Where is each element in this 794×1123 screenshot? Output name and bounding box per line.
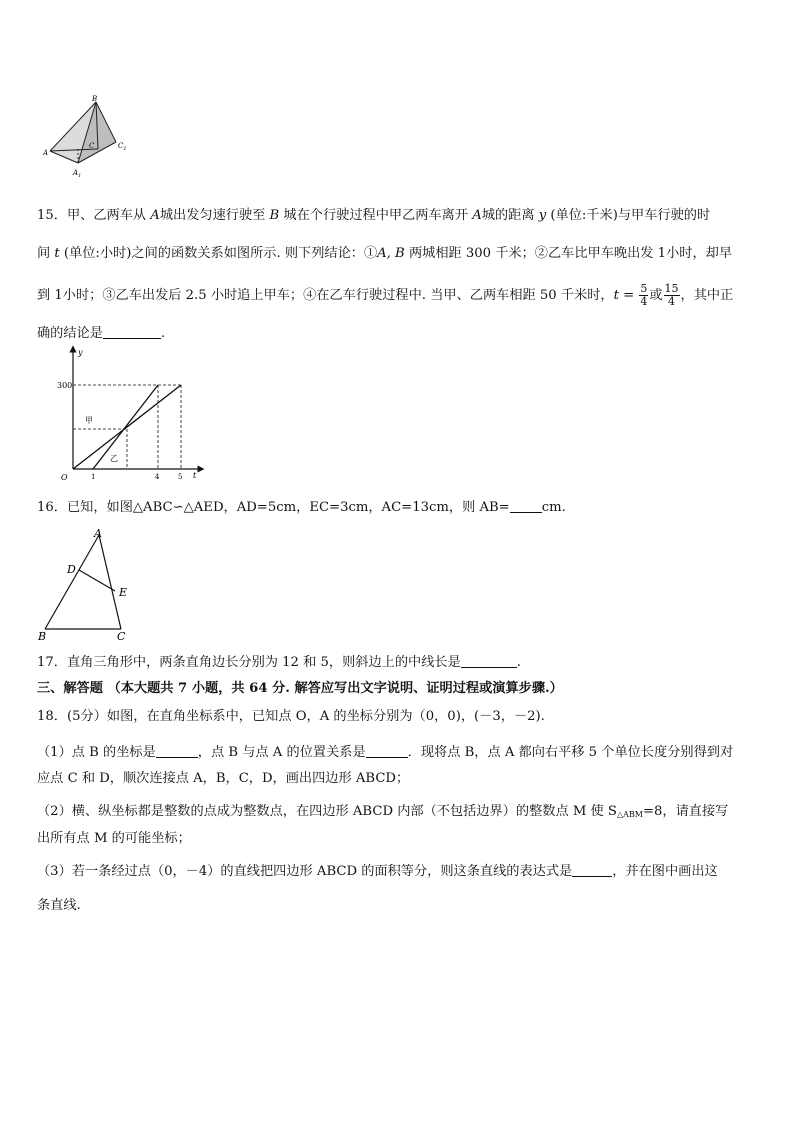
answer-blank-q18-1[interactable]	[156, 745, 198, 758]
tick-1: 1	[91, 473, 96, 481]
q15-text: (单位:小时)之间的函数关系如图所示. 则下列结论：①	[59, 246, 378, 261]
line-yi	[93, 385, 158, 469]
answer-blank-q16[interactable]	[510, 500, 542, 513]
q18-text: （2）横、纵坐标都是整数的点成为整数点，在四边形 ABCD 内部（不包括边界）的整数点 M 使 S	[37, 804, 617, 819]
q15-or: 或	[649, 288, 663, 303]
axis-label-y: y	[78, 348, 83, 357]
q18-text: =8，请直接写	[642, 804, 729, 819]
fraction-15-4: $\frac{15}{4}$	[664, 282, 679, 308]
q18-text: ．现将点 B，点 A 都向右平移 5 个单位长度分别得到对	[407, 745, 734, 760]
answer-blank-q15[interactable]	[103, 326, 161, 339]
q15-text: 确的结论是	[37, 326, 103, 341]
answer-blank-q18-3[interactable]	[572, 864, 612, 877]
section-heading: 三、解答题 （本大题共 7 小题，共 64 分. 解答应写出文字说明、证明过程或演算步骤.）	[37, 681, 563, 696]
q15-text: ，其中正	[680, 288, 734, 303]
q16-text: cm.	[541, 500, 566, 515]
q18-line-2	[37, 744, 733, 762]
q15-var-B: B	[269, 208, 280, 223]
label-C: C	[117, 630, 126, 643]
q15-text: 到 1小时；③乙车出发后 2.5 小时追上甲车；④在乙车行驶过程中. 当甲、乙两车相距 50 千米时，	[37, 288, 614, 303]
label-E: E	[119, 586, 128, 599]
q15-text: 15．甲、乙两车从	[37, 208, 151, 223]
q16-text: 16．已知，如图△ABC∽△AED，AD=5cm，EC=3cm，AC=13cm，则 AB=	[37, 500, 510, 515]
label-B: B	[92, 95, 98, 103]
q15-text: 城出发匀速行驶至	[159, 208, 270, 223]
q18-subscript: △ABM	[616, 810, 643, 819]
q17-line	[37, 654, 521, 672]
q15-text: 间	[37, 246, 55, 261]
origin-label: O	[61, 473, 68, 482]
label-yi: 乙	[110, 454, 118, 463]
q15-text: 两城相距 300 千米；②乙车比甲车晚出发 1小时，却早	[404, 246, 733, 261]
q18-text: （3）若一条经过点（0，－4）的直线把四边形 ABCD 的面积等分，则这条直线的表达式是	[37, 864, 573, 879]
q15-var-y: y	[538, 208, 547, 223]
q18-text: ，并在图中画出这	[612, 864, 718, 879]
q15-equals: =	[618, 288, 639, 303]
q16-line	[37, 499, 566, 517]
q15-line-4	[37, 325, 165, 343]
fraction-5-4: $\frac{5}{4}$	[640, 282, 648, 308]
q18-line-5: 出所有点 M 的可能坐标；	[37, 831, 191, 846]
q18-line-1: 18．(5分）如图，在直角坐标系中，已知点 O，A 的坐标分别为（0，0)，(－3，－2).	[37, 709, 545, 724]
label-A1: $A_1$	[73, 169, 82, 179]
q15-line-3	[37, 283, 733, 308]
tick-5: 5	[178, 473, 183, 481]
q18-line-7: 条直线.	[37, 898, 81, 913]
q15-line-2	[37, 245, 732, 263]
label-D: D	[67, 563, 76, 576]
q17-text: 17．直角三角形中，两条直角边长分别为 12 和 5，则斜边上的中线长是	[37, 655, 461, 670]
label-B: B	[38, 630, 47, 643]
label-A: A	[94, 527, 102, 540]
tick-4: 4	[155, 473, 160, 481]
q15-var-AB: A, B	[377, 246, 405, 261]
axis-label-t: t	[193, 471, 197, 480]
q15-text: 城在个行驶过程中甲乙两车离开	[279, 208, 473, 223]
q18-line-6	[37, 863, 718, 881]
answer-blank-q17[interactable]	[461, 655, 517, 668]
pyramid-figure	[40, 95, 135, 180]
q15-var-A: A	[472, 208, 482, 223]
label-C1: $C_1$	[118, 142, 127, 152]
q17-text: .	[516, 655, 521, 670]
q15-var-t: t	[613, 288, 619, 303]
answer-blank-q18-2[interactable]	[366, 745, 408, 758]
q15-text: 城的距离	[481, 208, 539, 223]
q18-line-3: 应点 C 和 D，顺次连接点 A，B，C，D，画出四边形 ABCD；	[37, 771, 410, 786]
q15-var-t: t	[54, 246, 60, 261]
label-jia: 甲	[85, 416, 93, 425]
label-C: C	[89, 142, 95, 150]
label-A: A	[43, 149, 49, 157]
q15-line-1	[37, 207, 710, 225]
triangle-figure	[35, 525, 135, 645]
q18-text: ，点 B 与点 A 的位置关系是	[197, 745, 366, 760]
q18-line-4	[37, 803, 728, 824]
q15-text: (单位:千米)与甲车行驶的时	[546, 208, 711, 223]
q15-var-A: A	[150, 208, 160, 223]
q15-text: .	[160, 326, 166, 341]
distance-time-graph	[55, 345, 205, 485]
q18-text: （1）点 B 的坐标是	[37, 745, 156, 760]
tick-300: 300	[57, 381, 73, 390]
